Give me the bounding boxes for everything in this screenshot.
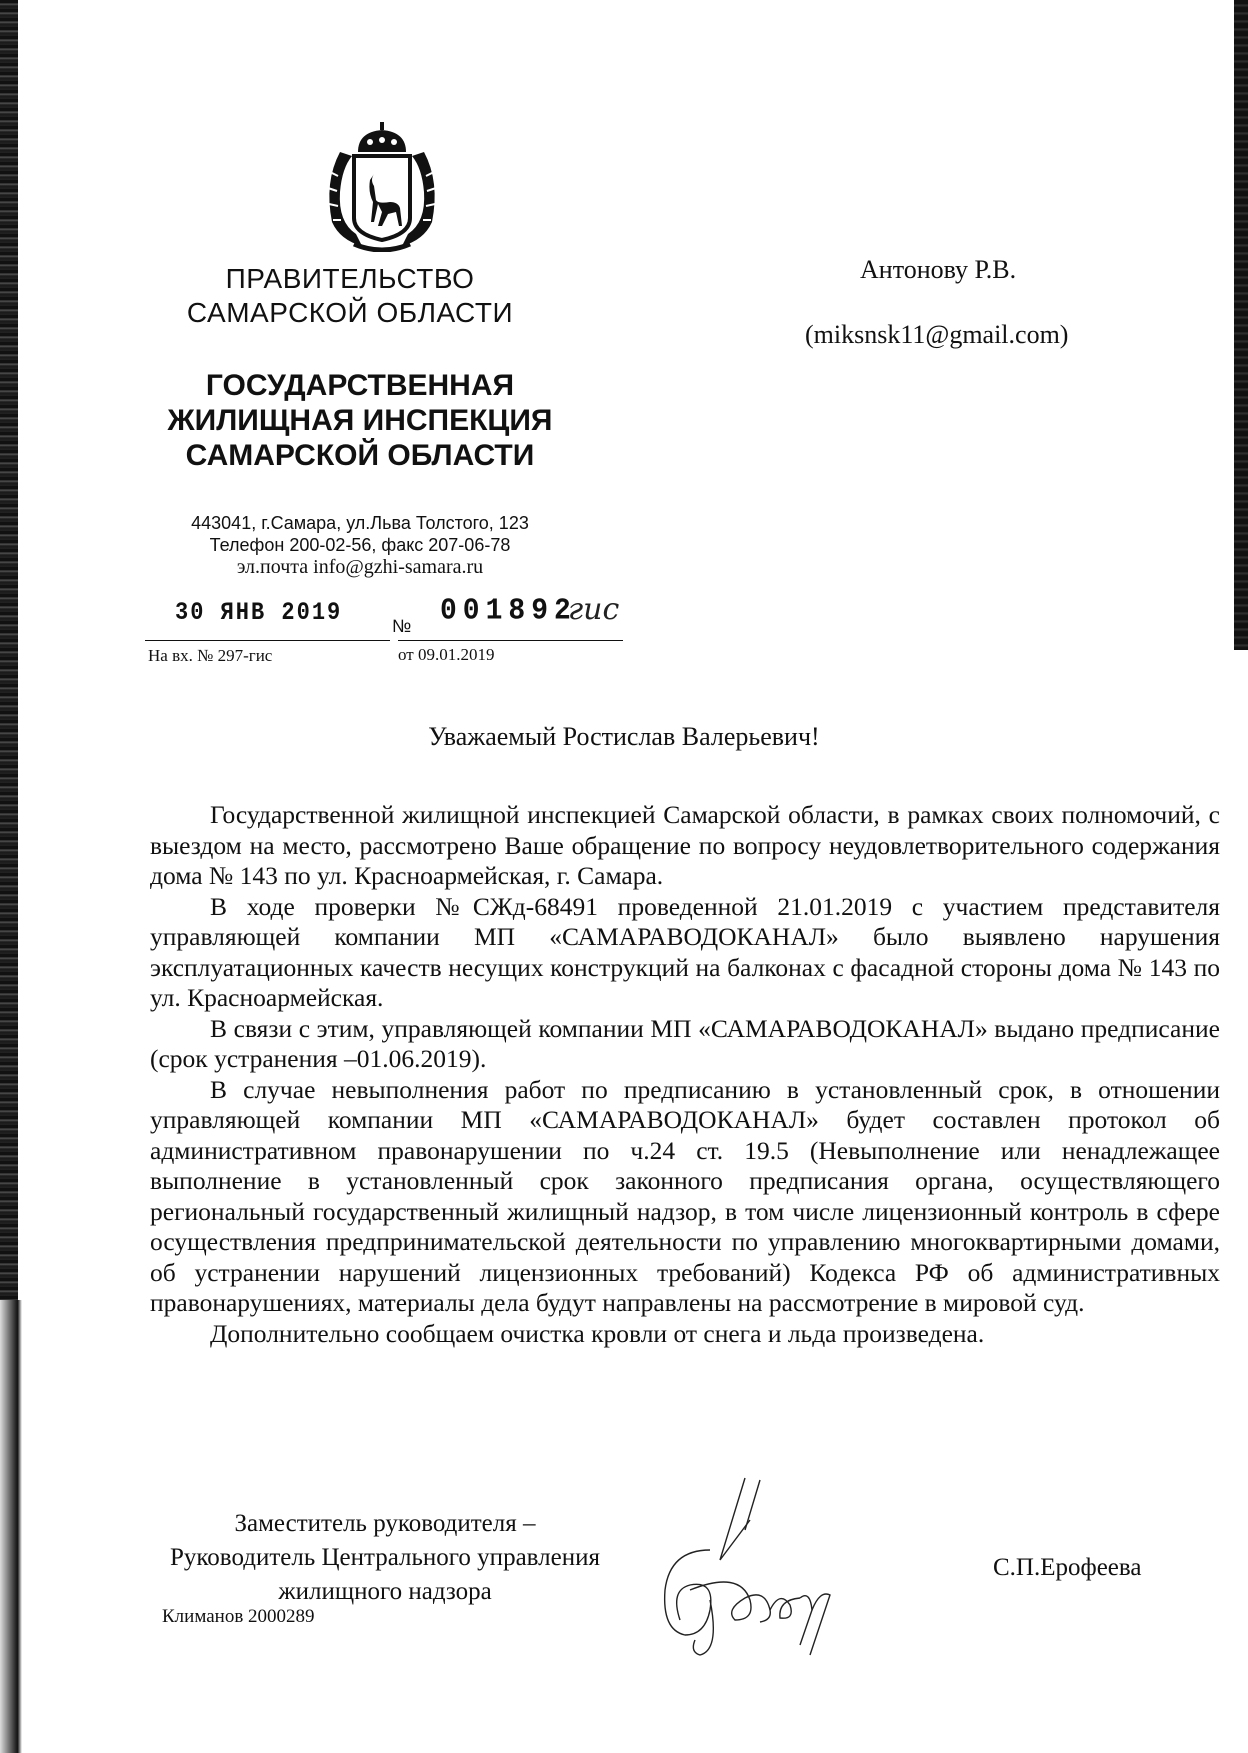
government-line-2: САМАРСКОЙ ОБЛАСТИ bbox=[186, 297, 514, 328]
registration-number-suffix: гис bbox=[568, 592, 620, 627]
body-paragraph: Дополнительно сообщаем очистка кровли от снега и льда произведена. bbox=[210, 1318, 985, 1348]
registration-date-stamp: 30 ЯНВ 2019 bbox=[175, 598, 343, 627]
organization-line-1: ГОСУДАРСТВЕННАЯ bbox=[205, 369, 515, 402]
incoming-reference: На вх. № 297-гис bbox=[148, 646, 273, 665]
registration-number-stamp: 001892 bbox=[440, 594, 577, 629]
executor-reference: Климанов 2000289 bbox=[162, 1606, 315, 1627]
organization-line-2: ЖИЛИЩНАЯ ИНСПЕКЦИЯ bbox=[167, 404, 553, 437]
signer-position-line-1: Заместитель руководителя – bbox=[234, 1510, 536, 1537]
letter-body bbox=[150, 800, 1220, 1349]
recipient-name: Антонову Р.В. bbox=[860, 255, 1017, 284]
signer-position-line-2: Руководитель Центрального управления bbox=[170, 1544, 600, 1571]
organization-title bbox=[150, 368, 570, 473]
organization-address: 443041, г.Самара, ул.Льва Толстого, 123 bbox=[191, 513, 529, 533]
signature-icon bbox=[650, 1470, 900, 1660]
organization-line-3: САМАРСКОЙ ОБЛАСТИ bbox=[185, 439, 535, 472]
body-paragraph: В случае невыполнения работ по предписанию в установленный срок, в отношении управляющей компании МП «САМАРАВОДОКАНАЛ» будет составлен протокол об административном правонарушении по ч.24 ст. 19.5 (Невыполнение или ненадлежащее выполнение в установленный срок законного предписания органа, осуществляющего региональный государственный жилищный надзор, в том числе лицензионный контроль в сфере осуществления предпринимательской деятельности по управлению многоквартирными домами, об устранении нарушений лицензионных требований) Кодекса РФ об административных правонарушениях, материалы дела будут направлены на рассмотрение в мировой суд. bbox=[150, 1074, 1220, 1317]
number-sign: № bbox=[392, 616, 412, 636]
organization-phone: Телефон 200-02-56, факс 207-06-78 bbox=[209, 535, 511, 555]
body-paragraph: В связи с этим, управляющей компании МП «САМАРАВОДОКАНАЛ» выдано предписание (срок устранения –01.06.2019). bbox=[150, 1013, 1220, 1073]
recipient-email[interactable]: (miksnsk11@gmail.com) bbox=[805, 320, 1069, 349]
greeting: Уважаемый Ростислав Валерьевич! bbox=[428, 722, 820, 751]
organization-contacts bbox=[150, 512, 570, 578]
government-title bbox=[150, 262, 550, 330]
signer-position bbox=[125, 1507, 645, 1609]
scan-edge-left-shadow bbox=[0, 1300, 22, 1753]
organization-email[interactable]: эл.почта info@gzhi-samara.ru bbox=[236, 556, 484, 578]
number-underline bbox=[398, 640, 623, 641]
signer-position-line-3: жилищного надзора bbox=[278, 1578, 492, 1605]
coat-of-arms-icon bbox=[318, 122, 446, 252]
government-line-1: ПРАВИТЕЛЬСТВО bbox=[225, 263, 475, 294]
scan-edge-right bbox=[1234, 0, 1248, 650]
body-paragraph: В ходе проверки №СЖд-68491 проведенной 21.01.2019 с участием представителя управляющей компании МП «САМАРАВОДОКАНАЛ» было выявлено нарушения эксплуатационных качеств несущих конструкций на балконах с фасадной стороны дома № 143 по ул. Красноармейская. bbox=[150, 891, 1220, 1012]
signer-name: С.П.Ерофеева bbox=[993, 1554, 1142, 1581]
incoming-date: от 09.01.2019 bbox=[398, 645, 495, 664]
body-paragraph: Государственной жилищной инспекцией Самарской области, в рамках своих полномочий, с выездом на место, рассмотрено Ваше обращение по вопросу неудовлетворительного содержания дома № 143 по ул. Красноармейская, г. Самара. bbox=[150, 800, 1220, 890]
date-underline bbox=[145, 640, 390, 641]
